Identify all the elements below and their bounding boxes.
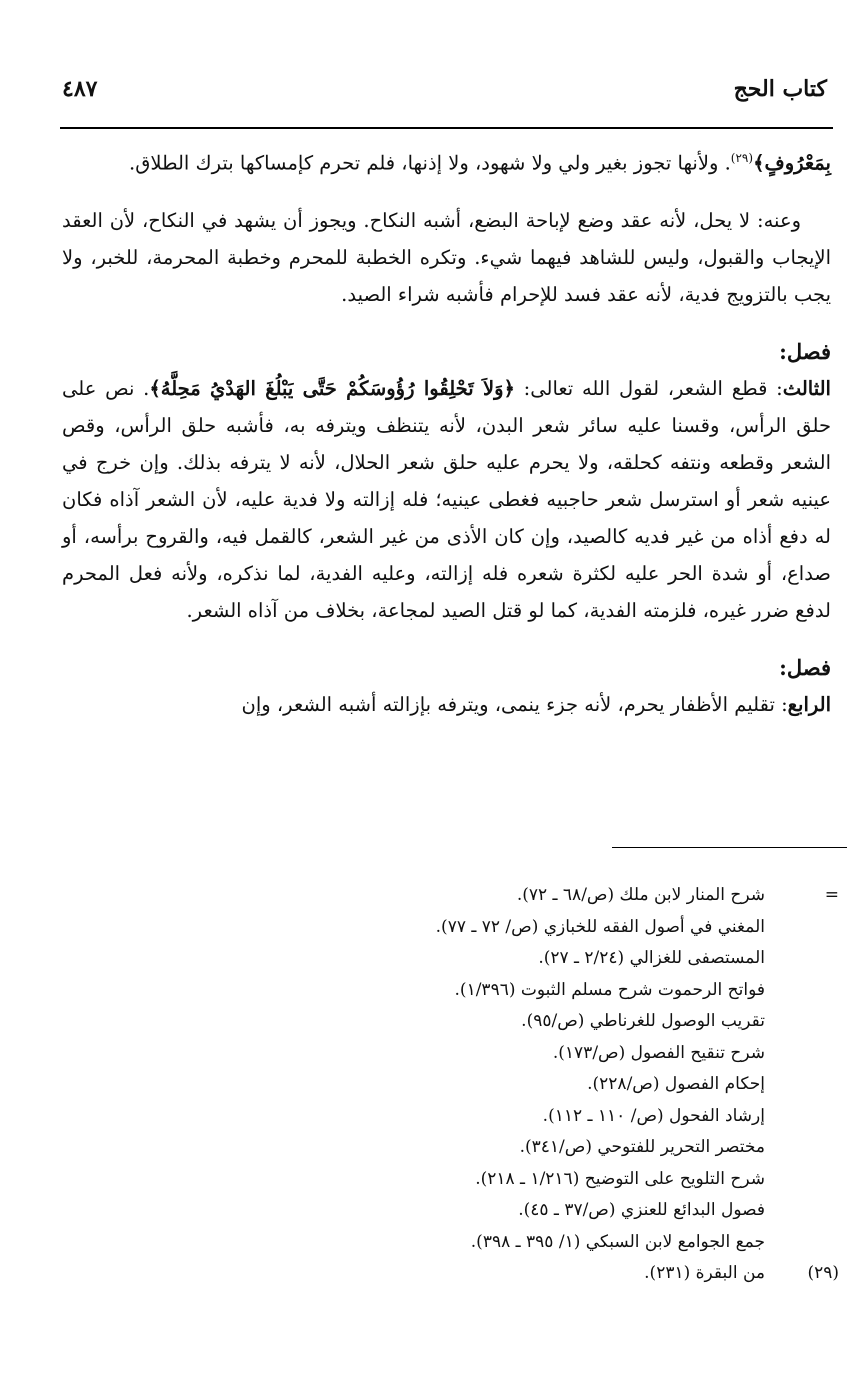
item-label: الثالث: [782, 376, 831, 400]
paragraph-2: [62, 202, 831, 313]
section-heading: فصل:: [779, 654, 831, 680]
paragraph-text: وعنه: لا يحل، لأنه عقد وضع لإباحة البضع، أشبه النكاح. ويجوز أن يشهد في النكاح، لأن العقد الإيجاب والقبول، وليس للشاهد فيهما شيء. وتكره الخطبة للمحرم وخطبة المحرمة، للخبر، ولا يجب بالتزويج فدية، لأنه عقد فسد للإحرام فأشبه شراء الصيد.: [62, 208, 831, 306]
paragraph-text: : تقليم الأظفار يحرم، لأنه جزء ينمى، ويترفه بإزالته أشبه الشعر، وإن: [241, 692, 788, 716]
footnote-rule: [612, 847, 847, 848]
footnote-line: إرشاد الفحول (ص/ ١١٠ ـ ١١٢).: [542, 1105, 765, 1126]
footnote-29: (٢٩) من البقرة (٢٣١).: [40, 1258, 845, 1290]
paragraph-4: [62, 686, 831, 723]
paragraph-1: [62, 140, 831, 182]
quran-quote: ﴿وَلاَ تَحْلِقُوا رُؤُوسَكُمْ حَتَّى يَبْلُغَ الهَدْيُ مَحِلَّهُ﴾: [149, 376, 515, 400]
continuation-marker: =: [824, 885, 839, 905]
page-number: ٤٨٧: [62, 76, 98, 102]
paragraph-3: [62, 370, 831, 629]
footnote-number: (٢٩): [807, 1263, 839, 1283]
footnotes: [40, 880, 845, 1290]
header-rule: [60, 127, 833, 129]
item-label: الرابع: [787, 692, 831, 716]
footnote-line: المغني في أصول الفقه للخبازي (ص/ ٧٢ ـ ٧٧).: [435, 916, 765, 937]
footnote-line: شرح التلويح على التوضيح (١/٢١٦ ـ ٢١٨).: [475, 1168, 765, 1189]
footnote-line: شرح تنقيح الفصول (ص/١٧٣).: [552, 1042, 765, 1063]
paragraph-text: . نص على حلق الرأس، وقسنا عليه سائر شعر البدن، لأنه يتنظف ويترفه به، فأشبه حلق الرأس، وقص الشعر وقطعه ونتفه كحلقه، ولا يحرم عليه حلق شعر الحلال، لأنه لا يترفه بذلك. وإن خرج في عينيه شعر أو استرسل شعر حاجبيه فغطى عينيه؛ فله إزالته ولا فدية عليه، لأن الشعر آذاه فكان له دفع أذاه من غير فديه كالصيد، وإن كان الأذى من غير الشعر، كالقمل فيه، والقروح برأسه، أو صداع، أو شدة الحر عليه لكثرة شعره فله إزالته، وعليه الفدية، لما نذكره، ولأنه فعل المحرم لدفع ضرر غيره، فلزمته الفدية، كما لو قتل الصيد لمجاعة، بخلاف من آذاه الشعر.: [62, 376, 831, 622]
main-text: [62, 140, 831, 723]
section-heading: فصل:: [779, 338, 831, 364]
paragraph-text: . ولأنها تجوز بغير ولي ولا شهود، ولا إذنها، فلم تحرم كإمساكها بترك الطلاق.: [129, 151, 731, 175]
paragraph-text: : قطع الشعر، لقول الله تعالى:: [514, 376, 783, 400]
footnote-line: فواتح الرحموت شرح مسلم الثبوت (١/٣٩٦).: [454, 979, 765, 1000]
footnote-line: المستصفى للغزالي (٢/٢٤ ـ ٢٧).: [538, 948, 765, 968]
footnote-line: = شرح المنار لابن ملك (ص/٦٨ ـ ٧٢).: [40, 880, 845, 912]
footnote-line: فصول البدائع للعنزي (ص/٣٧ ـ ٤٥).: [518, 1200, 765, 1220]
quran-quote: بِمَعْرُوفٍ﴾: [753, 151, 831, 175]
running-title: كتاب الحج: [733, 76, 827, 102]
footnote-line: تقريب الوصول للغرناطي (ص/٩٥).: [521, 1011, 765, 1031]
footnote-line: جمع الجوامع لابن السبكي (١/ ٣٩٥ ـ ٣٩٨).: [470, 1231, 765, 1252]
page-header: [62, 74, 827, 114]
footnote-ref: (٢٩): [730, 151, 754, 165]
footnote-line: إحكام الفصول (ص/٢٢٨).: [587, 1074, 765, 1094]
footnote-line: مختصر التحرير للفتوحي (ص/٣٤١).: [519, 1137, 765, 1157]
